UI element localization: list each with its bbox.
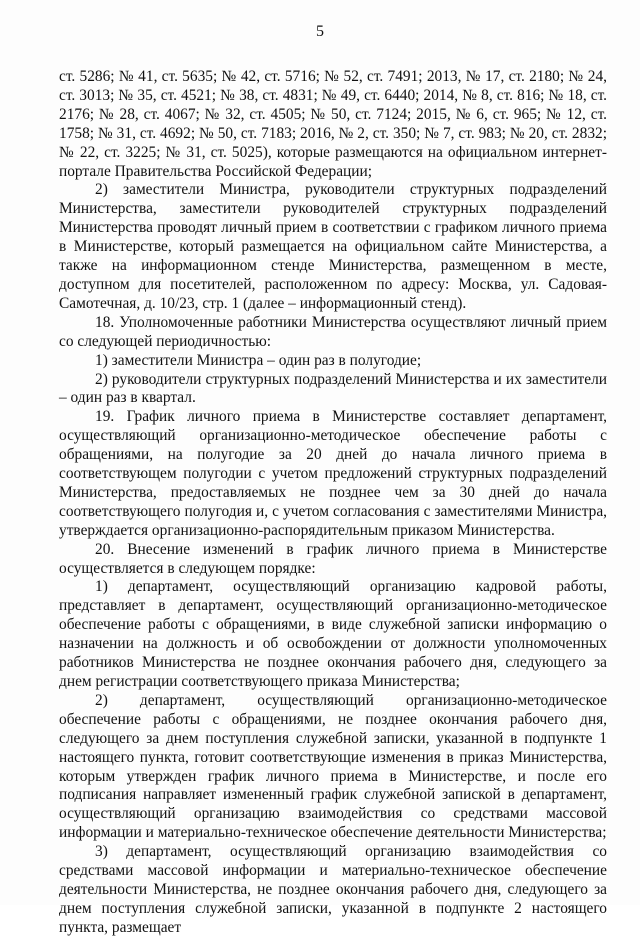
- paragraph-section-20: 20. Внесение изменений в график личного приема в Министерстве осуществляется в следующем порядке:: [59, 540, 607, 577]
- paragraph-section-18-item-1: 1) заместители Министра – один раз в полугодие;: [95, 351, 422, 369]
- paragraph-section-20-item-2: 2) департамент, осуществляющий организационно-методическое обеспечение работы с обращениями, не позднее окончания рабочего дня, следующего за днем поступления служебной записки, указанной в подпункте 1 настоящего пункта, готовит соответствующие изменения в приказ Министерства, которым утвержден график личного приема в Министерстве, и после его подписания направляет измененный график служебной запиской в департамент, осуществляющий организацию взаимодействия со средствами массовой информации и материально-техническое обеспечение деятельности Министерства;: [59, 691, 607, 842]
- paragraph-item-2-personal-reception: 2) заместители Министра, руководители структурных подразделений Министерства, заместители руководителей структурных подразделений Министерства проводят личный прием в соответствии с графиком личного приема в Министерстве, который размещается на официальном сайте Министерства, а также на информационном стенде Министерства, размещенном в месте, доступном для посетителей, расположенном по адресу: Москва, ул. Садовая-Самотечная, д. 10/23, стр. 1 (далее – информационный стенд).: [59, 181, 607, 312]
- document-body: [59, 68, 607, 938]
- page-number: 5: [316, 23, 324, 40]
- paragraph-section-19: 19. График личного приема в Министерстве составляет департамент, осуществляющий организационно-методическое обеспечение работы с обращениями, на полугодие за 20 дней до начала личного приема в соответствующем полугодии с учетом предложений структурных подразделений Министерства, предоставляемых не позднее чем за 30 дней до начала соответствующего полугодия и, с учетом согласования с заместителями Министра, утверждается организационно-распорядительным приказом Министерства.: [59, 408, 607, 539]
- paragraph-section-18: 18. Уполномоченные работники Министерства осуществляют личный прием со следующей периодичностью:: [59, 313, 607, 350]
- paragraph-section-18-item-2: 2) руководители структурных подразделений Министерства и их заместители – один раз в квартал.: [59, 370, 607, 407]
- paragraph-section-20-item-3: 3) департамент, осуществляющий организацию взаимодействия со средствами массовой информации и материально-техническое обеспечение деятельности Министерства, не позднее окончания рабочего дня, следующего за днем поступления служебной записки, указанной в подпункте 2 настоящего пункта, размещает: [59, 843, 607, 936]
- paragraph-section-20-item-1: 1) департамент, осуществляющий организацию кадровой работы, представляет в департамент, осуществляющий организационно-методическое обеспечение работы с обращениями, в виде служебной записки информацию о назначении на должность и об освобождении от должности уполномоченных работников Министерства не позднее окончания рабочего дня, следующего за днем регистрации соответствующего приказа Министерства;: [59, 578, 607, 690]
- paragraph-citations-continuation: ст. 5286; № 41, ст. 5635; № 42, ст. 5716; № 52, ст. 7491; 2013, № 17, ст. 2180; № 24, ст. 3013; № 35, ст. 4521; № 38, ст. 4831; № 49, ст. 6440; 2014, № 8, ст. 816; № 18, ст. 2176; № 28, ст. 4067; № 32, ст. 4505; № 50, ст. 7124; 2015, № 6, ст. 965; № 12, ст. 1758; № 31, ст. 4692; № 50, ст. 7183; 2016, № 2, ст. 350; № 7, ст. 983; № 20, ст. 2832; № 22, ст. 3225; № 31, ст. 5025), которые размещаются на официальном интернет-портале Правительства Российской Федерации;: [59, 68, 607, 180]
